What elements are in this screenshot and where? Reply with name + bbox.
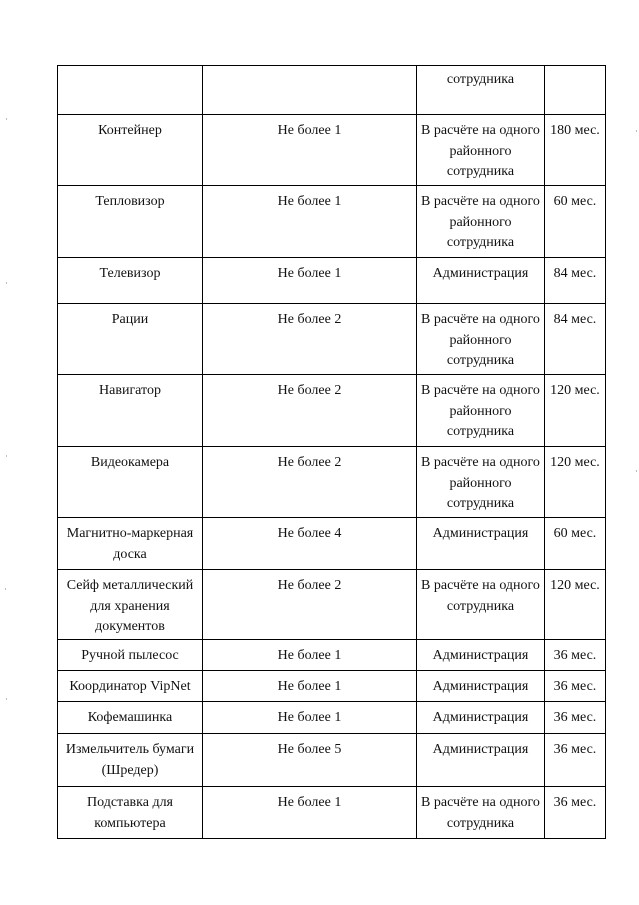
item-name-cell: Видеокамера	[58, 447, 203, 518]
basis-cell: сотрудника	[417, 66, 545, 115]
basis-cell: Администрация	[417, 671, 545, 702]
term-cell: 36 мес.	[545, 787, 606, 839]
term-cell: 84 мес.	[545, 304, 606, 375]
item-name-cell: Рации	[58, 304, 203, 375]
term-cell: 36 мес.	[545, 734, 606, 787]
term-cell: 120 мес.	[545, 447, 606, 518]
term-cell	[545, 66, 606, 115]
quantity-cell: Не более 1	[203, 787, 417, 839]
table-row	[58, 640, 606, 671]
equipment-norms-table	[57, 65, 606, 839]
table-row	[58, 375, 606, 447]
quantity-cell: Не более 2	[203, 447, 417, 518]
table-row	[58, 734, 606, 787]
term-cell: 60 мес.	[545, 186, 606, 258]
item-name-cell: Подставка для компьютера	[58, 787, 203, 839]
term-cell: 180 мес.	[545, 115, 606, 186]
item-name-cell: Ручной пылесос	[58, 640, 203, 671]
item-name-cell	[58, 66, 203, 115]
quantity-cell	[203, 66, 417, 115]
term-cell: 36 мес.	[545, 640, 606, 671]
table-row	[58, 304, 606, 375]
table-row	[58, 702, 606, 734]
term-cell: 60 мес.	[545, 518, 606, 570]
quantity-cell: Не более 4	[203, 518, 417, 570]
basis-cell: Администрация	[417, 518, 545, 570]
item-name-cell: Измельчитель бумаги (Шредер)	[58, 734, 203, 787]
basis-cell: Администрация	[417, 258, 545, 304]
term-cell: 36 мес.	[545, 702, 606, 734]
basis-cell: Администрация	[417, 702, 545, 734]
basis-cell: В расчёте на одного районного сотрудника	[417, 304, 545, 375]
item-name-cell: Тепловизор	[58, 186, 203, 258]
term-cell: 36 мес.	[545, 671, 606, 702]
basis-cell: В расчёте на одного районного сотрудника	[417, 115, 545, 186]
quantity-cell: Не более 2	[203, 570, 417, 640]
basis-cell: В расчёте на одного районного сотрудника	[417, 375, 545, 447]
quantity-cell: Не более 2	[203, 304, 417, 375]
table-row	[58, 518, 606, 570]
basis-cell: Администрация	[417, 734, 545, 787]
basis-cell: В расчёте на одного сотрудника	[417, 787, 545, 839]
table-row	[58, 447, 606, 518]
quantity-cell: Не более 1	[203, 640, 417, 671]
term-cell: 84 мес.	[545, 258, 606, 304]
table-row	[58, 258, 606, 304]
item-name-cell: Контейнер	[58, 115, 203, 186]
item-name-cell: Навигатор	[58, 375, 203, 447]
table-row	[58, 66, 606, 115]
item-name-cell: Координатор VipNet	[58, 671, 203, 702]
quantity-cell: Не более 2	[203, 375, 417, 447]
term-cell: 120 мес.	[545, 570, 606, 640]
item-name-cell: Кофемашинка	[58, 702, 203, 734]
table-row	[58, 115, 606, 186]
quantity-cell: Не более 5	[203, 734, 417, 787]
item-name-cell: Магнитно-маркерная доска	[58, 518, 203, 570]
table-row	[58, 186, 606, 258]
basis-cell: В расчёте на одного районного сотрудника	[417, 447, 545, 518]
quantity-cell: Не более 1	[203, 258, 417, 304]
item-name-cell: Телевизор	[58, 258, 203, 304]
quantity-cell: Не более 1	[203, 186, 417, 258]
term-cell: 120 мес.	[545, 375, 606, 447]
quantity-cell: Не более 1	[203, 702, 417, 734]
table-row	[58, 787, 606, 839]
quantity-cell: Не более 1	[203, 115, 417, 186]
quantity-cell: Не более 1	[203, 671, 417, 702]
item-name-cell: Сейф металлический для хранения документов	[58, 570, 203, 640]
basis-cell: В расчёте на одного сотрудника	[417, 570, 545, 640]
table-row	[58, 671, 606, 702]
basis-cell: В расчёте на одного районного сотрудника	[417, 186, 545, 258]
basis-cell: Администрация	[417, 640, 545, 671]
table-row	[58, 570, 606, 640]
